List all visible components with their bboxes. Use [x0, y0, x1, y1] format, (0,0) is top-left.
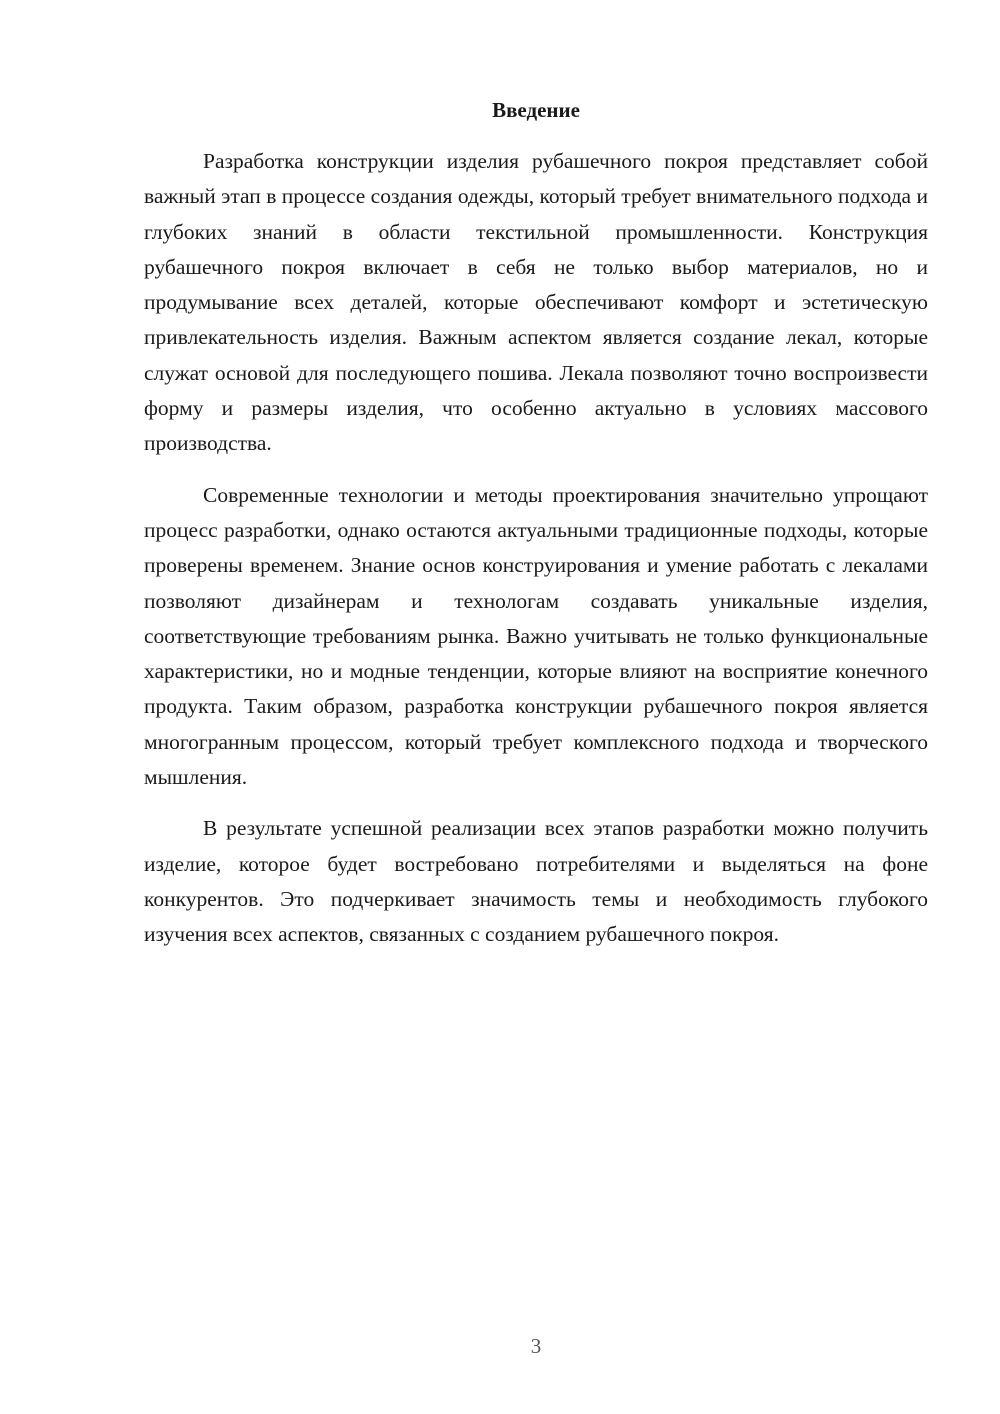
paragraph-1: Разработка конструкции изделия рубашечного покроя представляет собой важный этап в процессе создания одежды, который требует внимательного подхода и глубоких знаний в области текстильной промышленности. Конструкция рубашечного покроя включает в себя не только выбор материалов, но и продумывание всех деталей, которые обеспечивают комфорт и эстетическую привлекательность изделия. Важным аспектом является создание лекал, которые служат основой для последующего пошива. Лекала позволяют точно воспроизвести форму и размеры изделия, что особенно актуально в условиях массового производства. — [144, 149, 928, 456]
section-title: Введение — [492, 98, 580, 122]
page-number: 3 — [530, 1334, 542, 1358]
paragraph-2: Современные технологии и методы проектирования значительно упрощают процесс разработки, однако остаются актуальными традиционные подходы, которые проверены временем. Знание основ конструирования и умение работать с лекалами позволяют дизайнерам и технологам создавать уникальные изделия, соответствующие требованиям рынка. Важно учитывать не только функциональные характеристики, но и модные тенденции, которые влияют на восприятие конечного продукта. Таким образом, разработка конструкции рубашечного покроя является многогранным процессом, который требует комплексного подхода и творческого мышления. — [144, 482, 928, 790]
paragraph-3: В результате успешной реализации всех этапов разработки можно получить изделие, которое будет востребовано потребителями и выделяться на фоне конкурентов. Это подчеркивает значимость темы и необходимость глубокого изучения всех аспектов, связанных с созданием рубашечного покроя. — [144, 816, 928, 947]
page-content — [144, 95, 928, 953]
